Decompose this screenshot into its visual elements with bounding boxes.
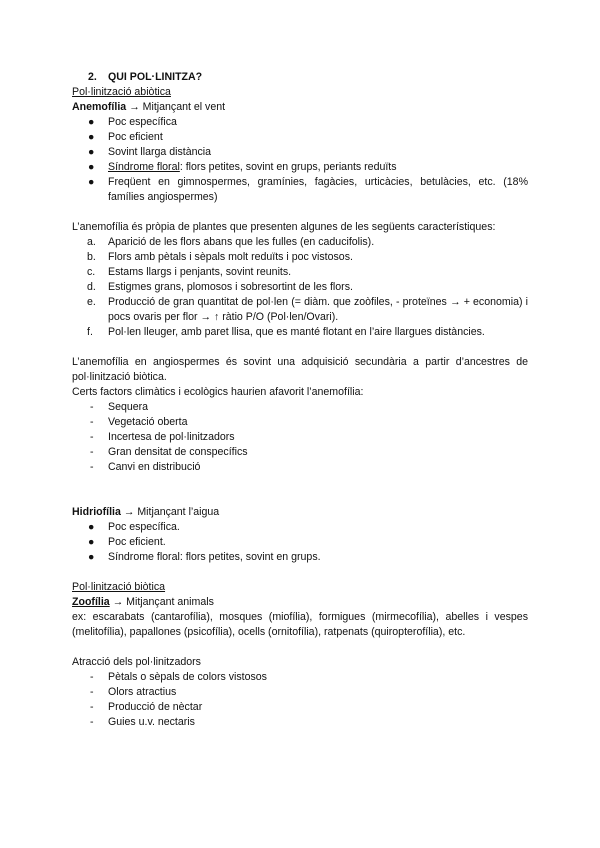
- factors-intro: Certs factors climàtics i ecològics haurien afavorit l’anemofília:: [72, 386, 364, 398]
- abiotic-title: Pol·linització abiòtica: [72, 86, 171, 98]
- list-item: [72, 280, 528, 295]
- bullet-marker: ●: [88, 551, 95, 563]
- bullet-marker: ●: [88, 146, 95, 158]
- hidriofilia-term: Hidriofília: [72, 506, 121, 518]
- list-text: Producció de gran quantitat de pol·len (= diàm. que zoòfiles, - proteïnes → + economia) i pocs ovaris per flor → ↑ ràtio P/O (Pol·len/Ovari).: [108, 296, 528, 323]
- bullet-text: Síndrome floral: flors petites, sovint en grups.: [108, 551, 321, 563]
- list-text: Gran densitat de conspecífics: [108, 446, 248, 458]
- list-item: [72, 325, 528, 340]
- dash-marker: -: [90, 416, 94, 428]
- list-item: [72, 130, 528, 145]
- list-item: [72, 520, 528, 535]
- list-item: [72, 460, 528, 475]
- list-item: [72, 670, 528, 685]
- characteristics-list: [72, 235, 528, 340]
- factors-list: [72, 400, 528, 475]
- bullet-marker: ●: [88, 176, 95, 188]
- list-text: Pètals o sèpals de colors vistosos: [108, 671, 267, 683]
- list-marker: f.: [87, 326, 93, 338]
- bullet-marker: ●: [88, 131, 95, 143]
- list-marker: c.: [87, 266, 96, 278]
- list-item: [72, 430, 528, 445]
- list-text: Canvi en distribució: [108, 461, 201, 473]
- list-text: Guies u.v. nectaris: [108, 716, 195, 728]
- list-text: Flors amb pètals i sèpals molt reduïts i poc vistosos.: [108, 251, 353, 263]
- bullet-text: Poc específica.: [108, 521, 180, 533]
- list-item: [72, 445, 528, 460]
- list-marker: e.: [87, 296, 96, 308]
- list-text: Sequera: [108, 401, 149, 413]
- section-title: QUI POL·LINITZA?: [108, 71, 203, 83]
- list-item: [72, 295, 528, 325]
- dash-marker: -: [90, 401, 94, 413]
- dash-marker: -: [90, 686, 94, 698]
- dash-marker: -: [90, 701, 94, 713]
- list-text: Estams llargs i penjants, sovint reunits.: [108, 266, 292, 278]
- bullet-text: Poc eficient: [108, 131, 163, 143]
- list-item: [72, 550, 528, 565]
- biotic-title: Pol·linització biòtica: [72, 581, 166, 593]
- dash-marker: -: [90, 431, 94, 443]
- secondary-acquisition-paragraph: L’anemofília en angiospermes és sovint una adquisició secundària a partir d’ancestres de pol·linització biòtica.: [72, 356, 528, 383]
- list-item: [72, 265, 528, 280]
- sindrome-label: Síndrome floral: [108, 161, 180, 173]
- section-number: 2.: [88, 71, 97, 83]
- bullet-text: Freqüent en gimnospermes, gramínies, fagàcies, urticàcies, betulàcies, etc. (18% famílies angiospermes): [108, 176, 528, 203]
- list-text: Aparició de les flors abans que les fulles (en caducifolis).: [108, 236, 375, 248]
- list-item: [72, 400, 528, 415]
- bullet-marker: ●: [88, 536, 95, 548]
- dash-marker: -: [90, 716, 94, 728]
- list-item: [72, 700, 528, 715]
- zoofilia-examples: ex: escarabats (cantarofília), mosques (miofília), formigues (mirmecofília), abelles i vespes (melitofília), papallones (psicofília), ocells (ornitofília), ratpenats (quiropterofília), etc.: [72, 611, 528, 638]
- anemofilia-term: Anemofília: [72, 101, 127, 113]
- anemofilia-desc: → Mitjançant el vent: [126, 101, 226, 113]
- dash-marker: -: [90, 446, 94, 458]
- attraction-list: [72, 670, 528, 730]
- sindrome-text: : flors petites, sovint en grups, periants reduïts: [179, 161, 397, 173]
- zoofilia-desc: → Mitjançant animals: [109, 596, 214, 608]
- list-text: Estigmes grans, plomosos i sobresortint de les flors.: [108, 281, 353, 293]
- list-text: Pol·len lleuger, amb paret llisa, que es manté flotant en l’aire llargues distàncies.: [108, 326, 485, 338]
- hidriofilia-desc: → Mitjançant l’aigua: [120, 506, 220, 518]
- document-page: [72, 70, 528, 730]
- dash-marker: -: [90, 461, 94, 473]
- list-item: [72, 715, 528, 730]
- hidriofilia-bullets: [72, 520, 528, 565]
- list-item: [72, 115, 528, 130]
- list-text: Producció de nèctar: [108, 701, 203, 713]
- list-marker: b.: [87, 251, 96, 263]
- dash-marker: -: [90, 671, 94, 683]
- hidriofilia-line: [72, 505, 528, 520]
- bullet-text: Poc específica: [108, 116, 177, 128]
- list-item: [72, 175, 528, 205]
- bullet-text: Poc eficient.: [108, 536, 166, 548]
- anemofilia-bullets: [72, 115, 528, 205]
- zoofilia-term: Zoofília: [72, 596, 110, 608]
- list-text: Incertesa de pol·linitzadors: [108, 431, 235, 443]
- section-heading: [88, 70, 528, 85]
- characteristics-intro: L’anemofília és pròpia de plantes que presenten algunes de les següents característiques:: [72, 221, 496, 233]
- bullet-marker: ●: [88, 161, 95, 173]
- anemofilia-line: [72, 100, 528, 115]
- list-item: [72, 415, 528, 430]
- list-item: [72, 145, 528, 160]
- attraction-title: Atracció dels pol·linitzadors: [72, 656, 201, 668]
- list-item: [72, 235, 528, 250]
- bullet-marker: ●: [88, 116, 95, 128]
- list-item: [72, 250, 528, 265]
- list-item: [72, 685, 528, 700]
- bullet-marker: ●: [88, 521, 95, 533]
- list-marker: a.: [87, 236, 96, 248]
- list-item: [72, 535, 528, 550]
- list-text: Olors atractius: [108, 686, 177, 698]
- list-marker: d.: [87, 281, 96, 293]
- zoofilia-line: [72, 595, 528, 610]
- list-item: [72, 160, 528, 175]
- list-text: Vegetació oberta: [108, 416, 188, 428]
- bullet-text: Sovint llarga distància: [108, 146, 212, 158]
